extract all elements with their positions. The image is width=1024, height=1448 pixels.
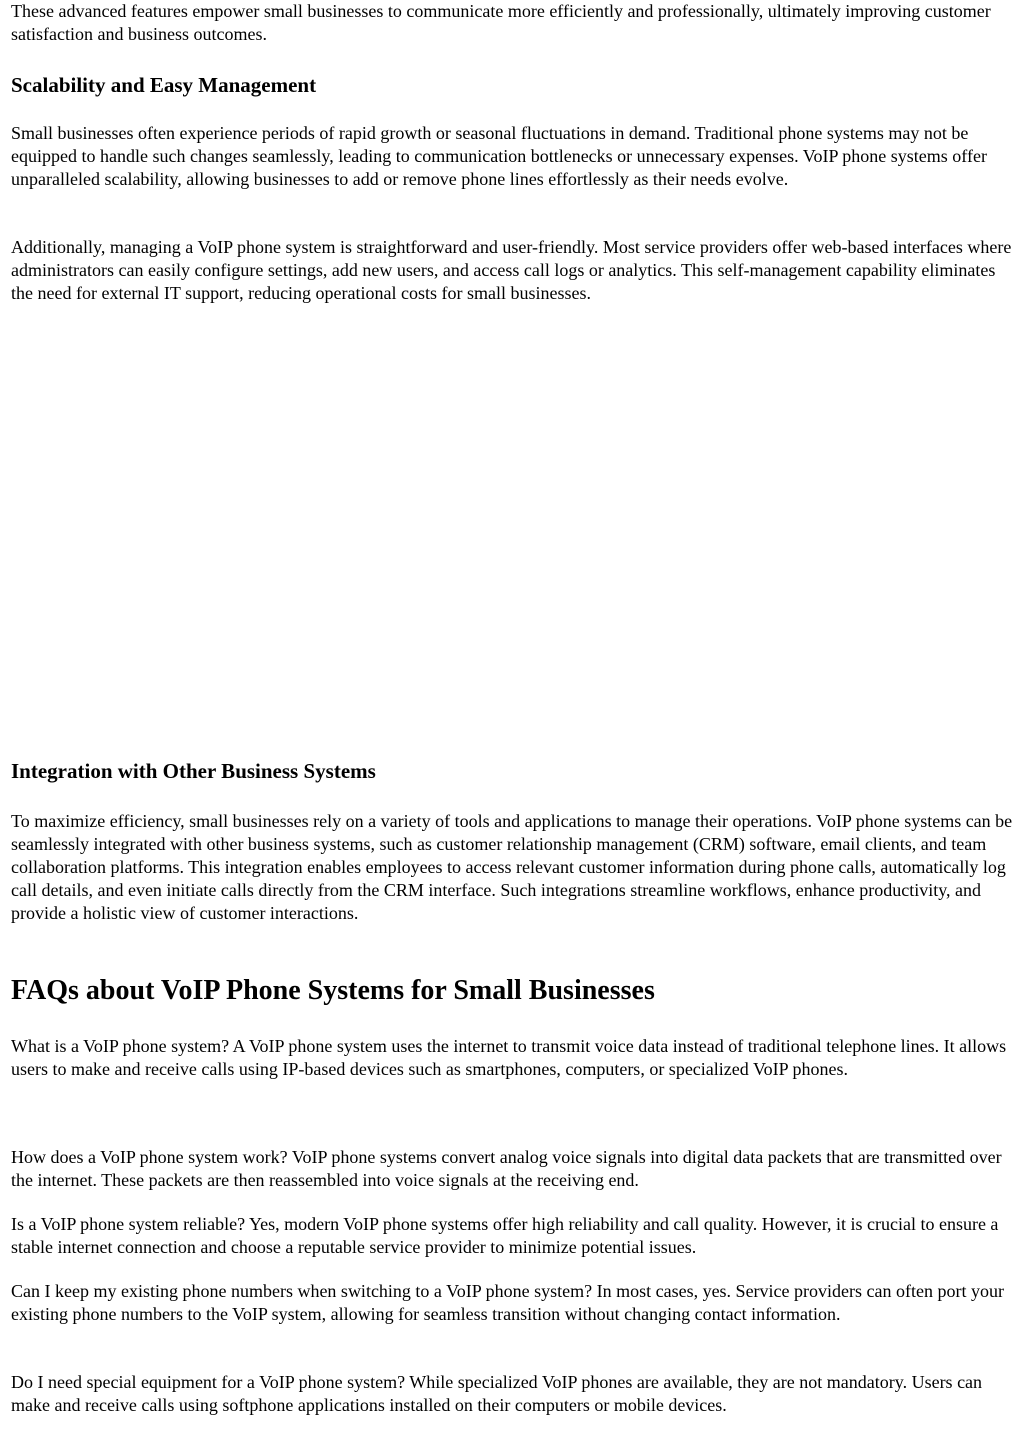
scalability-heading: Scalability and Easy Management: [11, 73, 317, 97]
faq-item-1: What is a VoIP phone system? A VoIP phone system uses the internet to transmit voice data instead of traditional telephone lines. It allows users to make and receive calls using IP-based devices such as smartphones, computers, or specialized VoIP phones.: [11, 1036, 1007, 1079]
integration-paragraph: To maximize efficiency, small businesses rely on a variety of tools and applications to manage their operations. VoIP phone systems can be seamlessly integrated with other business systems, such as customer relationship management (CRM) software, email clients, and team collaboration platforms. This integration enables employees to access relevant customer information during phone calls, automatically log call details, and even initiate calls directly from the CRM interface. Such integrations streamline workflows, enhance productivity, and provide a holistic view of customer interactions.: [11, 811, 1013, 923]
intro-closing-paragraph: These advanced features empower small businesses to communicate more efficiently and professionally, ultimately improving customer satisfaction and business outcomes.: [11, 1, 991, 44]
integration-heading: Integration with Other Business Systems: [11, 759, 376, 783]
faqs-heading: FAQs about VoIP Phone Systems for Small Businesses: [11, 975, 655, 1006]
faq-item-5: Do I need special equipment for a VoIP phone system? While specialized VoIP phones are available, they are not mandatory. Users can make and receive calls using softphone applications installed on their computers or mobile devices.: [11, 1372, 983, 1415]
blank-space: [11, 320, 1016, 750]
faq-item-4: Can I keep my existing phone numbers when switching to a VoIP phone system? In most cases, yes. Service providers can often port your existing phone numbers to the VoIP system, allowing for seamless transition without changing contact information.: [11, 1281, 1004, 1324]
faq-item-2: How does a VoIP phone system work? VoIP phone systems convert analog voice signals into digital data packets that are transmitted over the internet. These packets are then reassembled into voice signals at the receiving end.: [11, 1147, 1002, 1190]
scalability-paragraph-2: Additionally, managing a VoIP phone system is straightforward and user-friendly. Most service providers offer web-based interfaces where administrators can easily configure settings, add new users, and access call logs or analytics. This self-management capability eliminates the need for external IT support, reducing operational costs for small businesses.: [11, 237, 1012, 303]
faq-item-3: Is a VoIP phone system reliable? Yes, modern VoIP phone systems offer high reliability and call quality. However, it is crucial to ensure a stable internet connection and choose a reputable service provider to minimize potential issues.: [11, 1214, 999, 1257]
scalability-paragraph-1: Small businesses often experience periods of rapid growth or seasonal fluctuations in demand. Traditional phone systems may not be equipped to handle such changes seamlessly, leading to communication bottlenecks or unnecessary expenses. VoIP phone systems offer unparalleled scalability, allowing businesses to add or remove phone lines effortlessly as their needs evolve.: [11, 123, 987, 189]
